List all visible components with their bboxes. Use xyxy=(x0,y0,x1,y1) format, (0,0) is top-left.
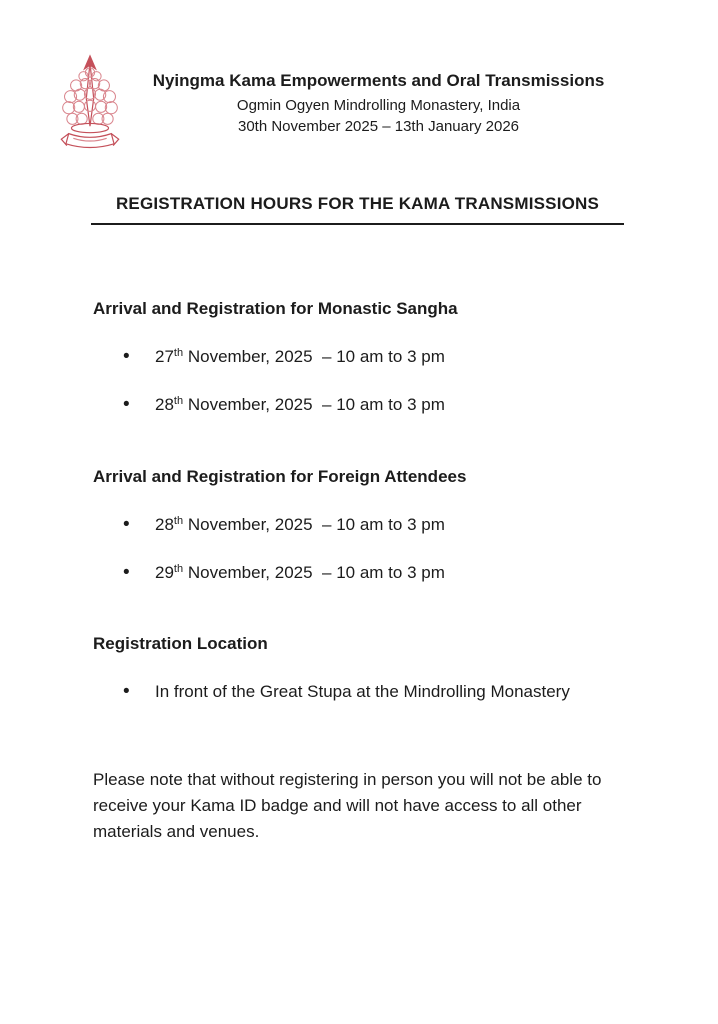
document-title: Nyingma Kama Empowerments and Oral Transmissions xyxy=(152,71,605,90)
bullet-list xyxy=(93,516,624,582)
list-item: • In front of the Great Stupa at the Mindrolling Monastery xyxy=(93,683,624,702)
section-registration-location xyxy=(93,634,624,702)
list-item: • 27th November, 2025 – 10 am to 3 pm xyxy=(93,348,624,367)
section-heading: Arrival and Registration for Monastic Sangha xyxy=(93,299,458,318)
section-monastic-sangha xyxy=(93,299,624,414)
header-text-block xyxy=(134,54,623,138)
main-heading: REGISTRATION HOURS FOR THE KAMA TRANSMISSIONS xyxy=(91,194,624,225)
section-heading: Registration Location xyxy=(93,633,268,653)
monastery-crest-logo xyxy=(48,54,134,154)
list-item: • 28th November, 2025 – 10 am to 3 pm xyxy=(93,396,624,415)
document-header xyxy=(0,0,718,154)
section-heading: Arrival and Registration for Foreign Attendees xyxy=(93,467,467,487)
list-item: • 29th November, 2025 – 10 am to 3 pm xyxy=(93,564,624,583)
section-foreign-attendees xyxy=(93,467,624,582)
list-item: • 28th November, 2025 – 10 am to 3 pm xyxy=(93,516,624,535)
document-subtitle: Ogmin Ogyen Mindrolling Monastery, India xyxy=(236,97,521,115)
bullet-list xyxy=(93,348,624,414)
document-body xyxy=(93,299,624,845)
note-paragraph: Please note that without registering in person you will not be able to receive your Kama ID badge and will not have access to all other materials and venues. xyxy=(93,770,602,842)
bullet-list xyxy=(93,683,624,702)
monastery-crest-icon xyxy=(48,54,132,154)
document-date-range: 30th November 2025 – 13th January 2026 xyxy=(237,117,520,135)
